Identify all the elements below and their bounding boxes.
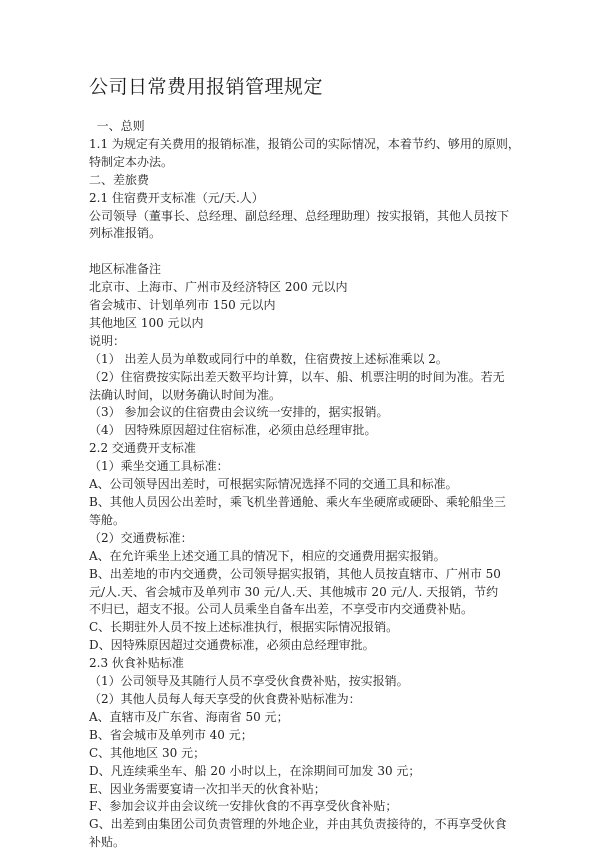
text-line: B、其他人员因公出差时，乘飞机坐普通舱、乘火车坐硬席或硬卧、乘轮船坐三: [89, 495, 506, 510]
text-line: D、凡连续乘坐车、船 20 小时以上，在涂期间可加发 30 元；: [89, 763, 421, 778]
text-line: F、参加会议并由会议统一安排伙食的不再享受伙食补贴；: [89, 799, 398, 814]
text-line: （3） 参加会议的住宿费由会议统一安排的，据实报销。: [89, 405, 389, 420]
text-line: B、出差地的市内交通费，公司领导据实报销，其他人员按直辖市、广州市 50: [89, 566, 501, 581]
text-line: B、省会城市及单列市 40 元；: [89, 727, 253, 742]
text-line: D、因特殊原因超过交通费标准，必须由总经理审批。: [89, 638, 375, 653]
text-line: 二、差旅费: [89, 172, 150, 187]
text-line: （1） 出差人员为单数或同行中的单数，住宿费按上述标准乘以 2。: [89, 351, 448, 366]
text-line: C、长期驻外人员不按上述标准执行，根据实际情况报销。: [89, 620, 399, 635]
text-line: 等舱。: [89, 512, 126, 527]
text-line: 补贴。: [89, 835, 126, 850]
text-line: A、在允许乘坐上述交通工具的情况下，相应的交通费用据实报销。: [89, 548, 446, 563]
text-line: （1）公司领导及其随行人员不享受伙食费补贴，按实报销。: [89, 674, 409, 689]
text-line: 其他地区 100 元以内: [89, 315, 204, 330]
text-line: 元/人.天、省会城市及单列市 30 元/人.天、其他城市 20 元/人. 天报销，节约: [89, 584, 499, 599]
text-line: 省会城市、计划单列市 150 元以内: [89, 298, 276, 313]
text-line: 1.1 为规定有关费用的报销标准，报销公司的实际情况，本着节约、够用的原则，: [89, 136, 520, 151]
text-line: 公司领导（董事长、总经理、副总经理、总经理助理）按实报销，其他人员按下: [89, 208, 510, 223]
document-body: [89, 118, 529, 852]
text-line: 不归已，超支不报。公司人员乘坐自备车出差，不享受市内交通费补贴。: [89, 602, 474, 617]
text-line: 北京市、上海市、广州市及经济特区 200 元以内: [89, 280, 348, 295]
text-line: （4） 因特殊原因超过住宿标准，必须由总经理审批。: [89, 423, 377, 438]
text-line: 2.2 交通费开支标准: [89, 441, 196, 456]
text-line: A、公司领导因出差时，可根据实际情况选择不同的交通工具和标准。: [89, 477, 458, 492]
text-line: 法确认时间，以财务确认时间为准。: [89, 387, 282, 402]
text-line: A、直辖市及广东省、海南省 50 元；: [89, 709, 289, 724]
text-line: [89, 243, 529, 261]
text-line: E、因业务需要宴请一次扣半天的伙食补贴；: [89, 781, 326, 796]
text-line: 一、总则: [89, 119, 145, 133]
text-line: 特制定本办法。: [89, 154, 174, 169]
text-line: 列标准报销。: [89, 226, 162, 241]
text-line: 地区标准备注: [89, 262, 162, 277]
text-line: （2）其他人员每人每天享受的伙食费补贴标准为：: [89, 691, 361, 706]
text-line: C、其他地区 30 元；: [89, 745, 206, 760]
document-title: 公司日常费用报销管理规定: [89, 76, 324, 98]
text-line: 2.1 住宿费开支标准（元/天.人）: [89, 190, 264, 205]
text-line: 2.3 伙食补贴标准: [89, 656, 184, 671]
text-line: 说明：: [89, 333, 126, 348]
text-line: G、出差到由集团公司负责管理的外地企业，并由其负责接待的，不再享受伙食: [89, 817, 507, 832]
text-line: （2）住宿费按实际出差天数平均计算，以车、船、机票注明的时间为准。若无: [89, 369, 505, 384]
text-line: （1）乘坐交通工具标准：: [89, 459, 229, 474]
text-line: （2）交通费标准：: [89, 530, 193, 545]
